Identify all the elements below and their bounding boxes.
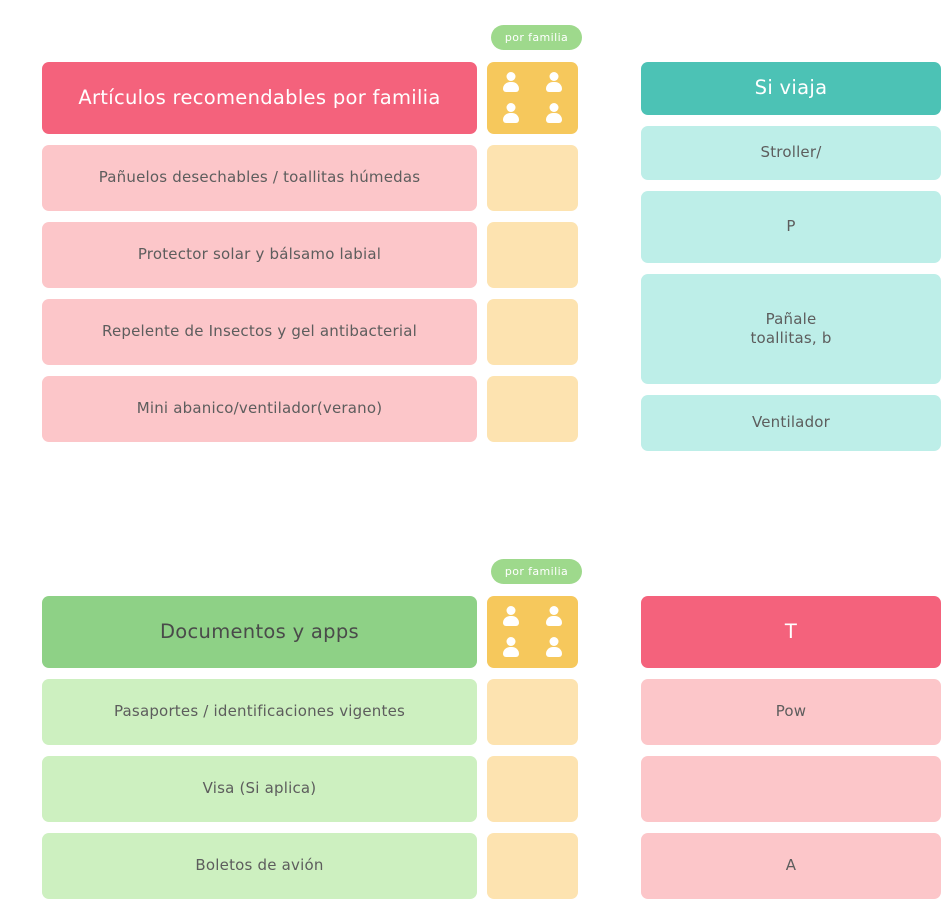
checklist-item-label: Pow <box>641 679 941 745</box>
person-icon <box>501 606 521 628</box>
checklist-row <box>42 376 578 442</box>
checklist-row <box>42 679 578 745</box>
section-si-viajas-header-row <box>641 62 941 115</box>
checkbox-cell[interactable] <box>487 756 578 822</box>
family-icon <box>487 62 578 134</box>
checkbox-cell[interactable] <box>487 679 578 745</box>
checklist-item-label <box>641 756 941 822</box>
person-icon <box>501 72 521 94</box>
section-tecnologia <box>641 596 941 910</box>
checklist-row <box>641 274 941 384</box>
checklist-item-label: Boletos de avión <box>42 833 477 899</box>
checklist-item-label: Protector solar y bálsamo labial <box>42 222 477 288</box>
section-documentos <box>42 596 578 910</box>
checklist-row <box>641 679 941 745</box>
badge-por-familia-documentos <box>491 559 582 584</box>
badge-por-familia-articulos <box>491 25 582 50</box>
checklist-item-label: Ventilador <box>641 395 941 451</box>
section-articulos-header-row <box>42 62 578 134</box>
checkbox-cell[interactable] <box>487 145 578 211</box>
badge-label: por familia <box>504 565 569 578</box>
family-icon <box>487 596 578 668</box>
checklist-row <box>42 222 578 288</box>
checklist-row <box>641 126 941 180</box>
person-icon <box>544 606 564 628</box>
section-si-viajas-title: Si viaja <box>641 62 941 115</box>
checklist-item-label: Mini abanico/ventilador(verano) <box>42 376 477 442</box>
checkbox-cell[interactable] <box>487 376 578 442</box>
checkbox-cell[interactable] <box>487 833 578 899</box>
checklist-item-label: P <box>641 191 941 263</box>
badge-label: por familia <box>504 31 569 44</box>
checklist-row <box>641 191 941 263</box>
checklist-row <box>42 145 578 211</box>
checklist-item-label: Pañale toallitas, b <box>641 274 941 384</box>
checklist-item-label: Repelente de Insectos y gel antibacterial <box>42 299 477 365</box>
person-icon <box>501 103 521 125</box>
checklist-row <box>42 299 578 365</box>
checklist-item-label: Pasaportes / identificaciones vigentes <box>42 679 477 745</box>
section-articulos-title: Artículos recomendables por familia <box>42 62 477 134</box>
checkbox-cell[interactable] <box>487 299 578 365</box>
section-documentos-header-row <box>42 596 578 668</box>
section-documentos-title: Documentos y apps <box>42 596 477 668</box>
section-articulos <box>42 62 578 453</box>
checklist-item-label: Visa (Si aplica) <box>42 756 477 822</box>
checklist-row <box>641 833 941 899</box>
section-tecnologia-title: T <box>641 596 941 668</box>
checklist-row <box>42 833 578 899</box>
checklist-row <box>42 756 578 822</box>
checkbox-cell[interactable] <box>487 222 578 288</box>
section-si-viajas <box>641 62 941 462</box>
checklist-item-label: Stroller/ <box>641 126 941 180</box>
section-tecnologia-header-row <box>641 596 941 668</box>
person-icon <box>501 637 521 659</box>
person-icon <box>544 103 564 125</box>
checklist-item-label: Pañuelos desechables / toallitas húmedas <box>42 145 477 211</box>
person-icon <box>544 637 564 659</box>
person-icon <box>544 72 564 94</box>
checklist-item-label: A <box>641 833 941 899</box>
checklist-row <box>641 395 941 451</box>
checklist-row <box>641 756 941 822</box>
